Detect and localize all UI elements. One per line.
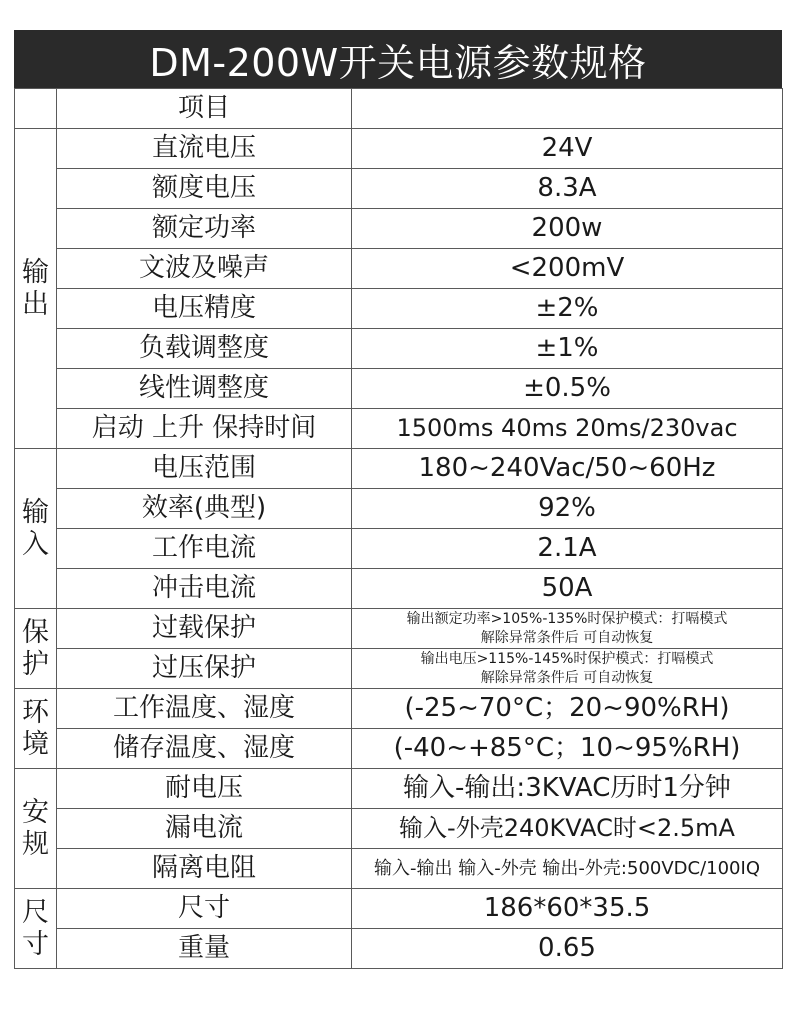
header-group-cell — [15, 89, 57, 129]
row-value: 输入-输出 输入-外壳 输出-外壳:500VDC/100IQ — [352, 849, 783, 889]
row-label: 储存温度、湿度 — [57, 729, 352, 769]
row-label: 启动 上升 保持时间 — [57, 409, 352, 449]
group-name: 尺寸 — [22, 896, 49, 960]
row-label: 额度电压 — [57, 169, 352, 209]
group-name: 环境 — [22, 696, 49, 760]
row-label: 直流电压 — [57, 129, 352, 169]
table-row — [15, 809, 783, 849]
table-row — [15, 369, 783, 409]
header-value — [352, 89, 783, 129]
row-label: 效率(典型) — [57, 489, 352, 529]
group-name: 保护 — [22, 616, 49, 680]
row-label: 线性调整度 — [57, 369, 352, 409]
row-label: 冲击电流 — [57, 569, 352, 609]
table-row — [15, 449, 783, 489]
table-row — [15, 849, 783, 889]
group-name: 输出 — [22, 256, 49, 320]
table-row — [15, 209, 783, 249]
row-value: <200mV — [352, 249, 783, 289]
row-label: 工作电流 — [57, 529, 352, 569]
group-name: 输入 — [22, 496, 49, 560]
group-size-label — [15, 889, 57, 969]
row-value: (-40~+85°C；10~95%RH) — [352, 729, 783, 769]
table-row — [15, 529, 783, 569]
table-header-row — [15, 89, 783, 129]
row-value: 输入-输出:3KVAC历时1分钟 — [352, 769, 783, 809]
table-row — [15, 729, 783, 769]
row-label: 工作温度、湿度 — [57, 689, 352, 729]
page-title: DM-200W开关电源参数规格 — [14, 30, 782, 88]
row-value: 50A — [352, 569, 783, 609]
table-row — [15, 169, 783, 209]
header-item: 项目 — [57, 89, 352, 129]
table-row — [15, 609, 783, 649]
row-value: ±0.5% — [352, 369, 783, 409]
value-line-1: 输出额定功率>105%-135%时保护模式：打嗝模式 — [406, 611, 728, 628]
row-label: 额定功率 — [57, 209, 352, 249]
row-value: 输入-外壳240KVAC时<2.5mA — [352, 809, 783, 849]
group-protection-label — [15, 609, 57, 689]
table-row — [15, 489, 783, 529]
row-value: 180~240Vac/50~60Hz — [352, 449, 783, 489]
table-row — [15, 889, 783, 929]
table-row — [15, 649, 783, 689]
row-value — [352, 609, 783, 649]
group-output-label — [15, 129, 57, 449]
row-label: 尺寸 — [57, 889, 352, 929]
row-value: 2.1A — [352, 529, 783, 569]
table-row — [15, 689, 783, 729]
row-value: 186*60*35.5 — [352, 889, 783, 929]
row-label: 电压范围 — [57, 449, 352, 489]
group-safety-label — [15, 769, 57, 889]
row-value: ±1% — [352, 329, 783, 369]
row-label: 隔离电阻 — [57, 849, 352, 889]
table-row — [15, 129, 783, 169]
group-environment-label — [15, 689, 57, 769]
row-label: 过载保护 — [57, 609, 352, 649]
group-input-label — [15, 449, 57, 609]
row-value: 8.3A — [352, 169, 783, 209]
table-row — [15, 329, 783, 369]
row-label: 重量 — [57, 929, 352, 969]
row-value: ±2% — [352, 289, 783, 329]
table-row — [15, 769, 783, 809]
row-value: 0.65 — [352, 929, 783, 969]
value-line-1: 输出电压>115%-145%时保护模式：打嗝模式 — [420, 651, 714, 668]
row-label: 文波及噪声 — [57, 249, 352, 289]
row-label: 电压精度 — [57, 289, 352, 329]
row-value: 1500ms 40ms 20ms/230vac — [352, 409, 783, 449]
group-name: 安规 — [22, 796, 49, 860]
value-line-2: 解除异常条件后 可自动恢复 — [480, 669, 654, 686]
spec-table — [14, 88, 783, 969]
table-row — [15, 569, 783, 609]
row-label: 负载调整度 — [57, 329, 352, 369]
row-value: (-25~70°C；20~90%RH) — [352, 689, 783, 729]
table-row — [15, 929, 783, 969]
row-value — [352, 649, 783, 689]
table-row — [15, 249, 783, 289]
table-row — [15, 409, 783, 449]
table-row — [15, 289, 783, 329]
row-label: 过压保护 — [57, 649, 352, 689]
row-label: 耐电压 — [57, 769, 352, 809]
value-line-2: 解除异常条件后 可自动恢复 — [480, 629, 654, 646]
row-label: 漏电流 — [57, 809, 352, 849]
row-value: 200w — [352, 209, 783, 249]
row-value: 24V — [352, 129, 783, 169]
row-value: 92% — [352, 489, 783, 529]
